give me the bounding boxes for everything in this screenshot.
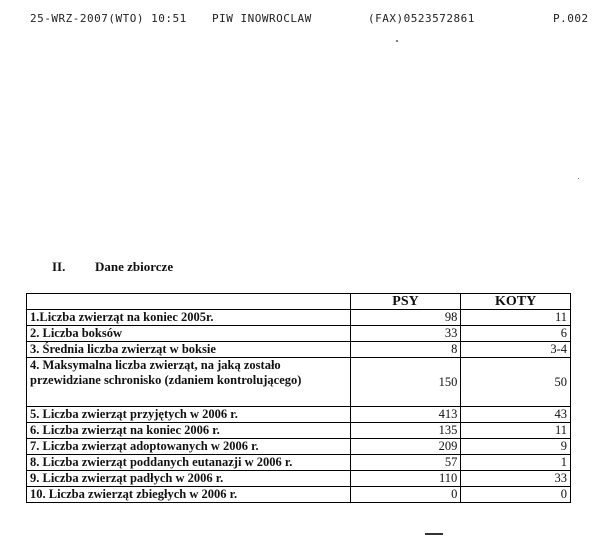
koty-value: 33 — [461, 471, 571, 487]
section-heading — [52, 259, 173, 275]
summary-table — [26, 293, 571, 503]
table-row — [27, 423, 571, 439]
row-label: 4. Maksymalna liczba zwierząt, na jaką zostało przewidziane schronisko (zdaniem kontrolującego) — [27, 358, 351, 407]
psy-value: 413 — [350, 407, 461, 423]
koty-value: 3-4 — [461, 342, 571, 358]
koty-value: 11 — [461, 310, 571, 326]
table-row — [27, 342, 571, 358]
psy-value: 57 — [350, 455, 461, 471]
table-row — [27, 439, 571, 455]
psy-value: 0 — [350, 487, 461, 503]
scan-mark — [425, 533, 443, 535]
koty-value: 50 — [461, 358, 571, 407]
psy-value: 110 — [350, 471, 461, 487]
section-number: II. — [52, 259, 66, 274]
table-row — [27, 407, 571, 423]
row-label: 5. Liczba zwierząt przyjętych w 2006 r. — [27, 407, 351, 423]
section-title: Dane zbiorcze — [95, 259, 174, 274]
row-label: 7. Liczba zwierząt adoptowanych w 2006 r. — [27, 439, 351, 455]
fax-number: (FAX)0523572861 — [368, 12, 475, 25]
koty-value: 0 — [461, 487, 571, 503]
column-header-label — [27, 294, 351, 310]
psy-value: 98 — [350, 310, 461, 326]
fax-header — [0, 12, 600, 32]
koty-value: 9 — [461, 439, 571, 455]
psy-value: 135 — [350, 423, 461, 439]
column-header-koty: KOTY — [461, 294, 571, 310]
table-row — [27, 310, 571, 326]
fax-date-time: 25-WRZ-2007(WTO) 10:51 — [30, 12, 187, 25]
psy-value: 33 — [350, 326, 461, 342]
psy-value: 209 — [350, 439, 461, 455]
column-header-psy: PSY — [350, 294, 461, 310]
row-label: 10. Liczba zwierząt zbiegłych w 2006 r. — [27, 487, 351, 503]
psy-value: 8 — [350, 342, 461, 358]
scan-speck — [396, 40, 398, 42]
row-label: 6. Liczba zwierząt na koniec 2006 r. — [27, 423, 351, 439]
row-label: 3. Średnia liczba zwierząt w boksie — [27, 342, 351, 358]
table-row — [27, 487, 571, 503]
row-label: 8. Liczba zwierząt poddanych eutanazji w 2006 r. — [27, 455, 351, 471]
row-label: 9. Liczba zwierząt padłych w 2006 r. — [27, 471, 351, 487]
koty-value: 11 — [461, 423, 571, 439]
table-header-row — [27, 294, 571, 310]
table-row — [27, 471, 571, 487]
fax-page-number: P.002 — [553, 12, 589, 25]
koty-value: 6 — [461, 326, 571, 342]
table-row — [27, 455, 571, 471]
fax-sender: PIW INOWROCLAW — [212, 12, 312, 25]
koty-value: 43 — [461, 407, 571, 423]
row-label: 2. Liczba boksów — [27, 326, 351, 342]
psy-value: 150 — [350, 358, 461, 407]
scan-speck — [578, 178, 579, 179]
table-row — [27, 326, 571, 342]
koty-value: 1 — [461, 455, 571, 471]
row-label: 1.Liczba zwierząt na koniec 2005r. — [27, 310, 351, 326]
table-row — [27, 358, 571, 407]
